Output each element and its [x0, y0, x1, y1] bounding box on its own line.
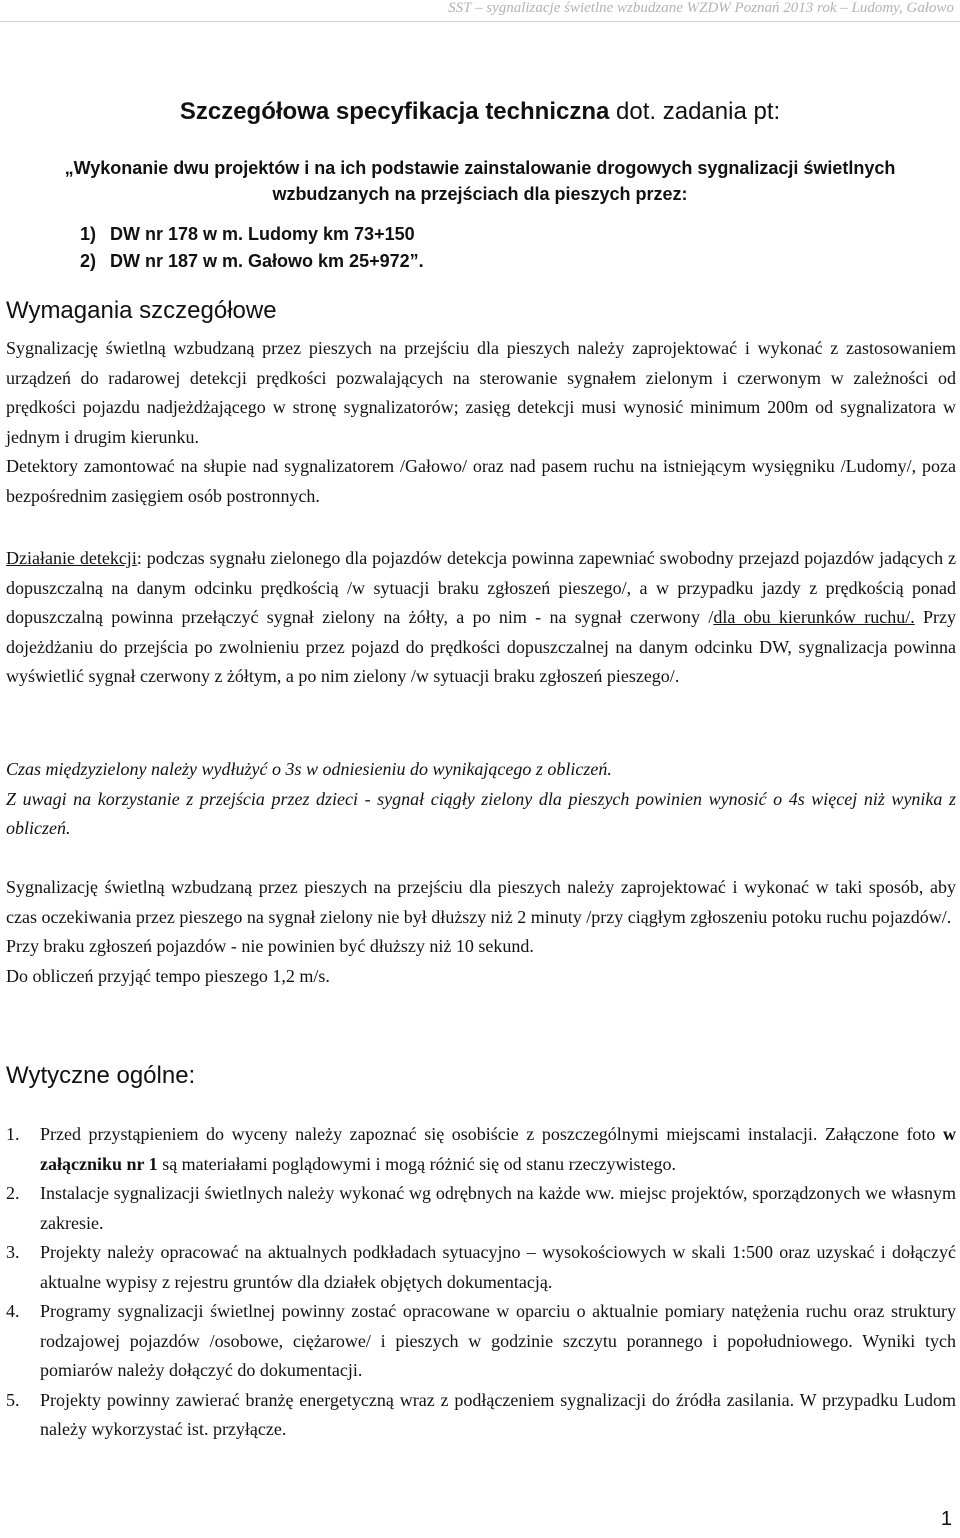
guideline-number: 2. — [6, 1183, 20, 1203]
guideline-number: 5. — [6, 1389, 20, 1410]
detection-label: Działanie detekcji — [6, 548, 137, 568]
italic-notes — [6, 755, 956, 844]
guideline-text: Przed przystąpieniem do wyceny należy zapoznać się osobiście z poszczególnymi miejscami instalacji. Załączone foto — [40, 1124, 943, 1144]
location-text: DW nr 178 w m. Ludomy km 73+150 — [110, 224, 415, 244]
header-rule — [0, 21, 960, 22]
italic-note: Czas międzyzielony należy wydłużyć o 3s w odniesieniu do wynikającego z obliczeń. — [6, 759, 612, 779]
document-title — [0, 98, 960, 126]
location-item — [80, 221, 424, 248]
guideline-item — [6, 1386, 956, 1445]
requirements-heading: Wymagania szczegółowe — [6, 297, 277, 324]
guidelines-list — [6, 1120, 956, 1445]
italic-note: Z uwagi na korzystanie z przejścia przez dzieci - sygnał ciągły zielony dla pieszych powinien wynosić o 4s więcej niż wynika z obliczeń. — [6, 788, 956, 838]
waiting-time-paragraphs — [6, 873, 956, 991]
guidelines-heading: Wytyczne ogólne: — [6, 1062, 196, 1089]
location-list — [80, 221, 424, 275]
guideline-number: 1. — [6, 1124, 20, 1144]
task-subtitle-line2: wzbudzanych na przejściach dla pieszych przez: — [272, 184, 688, 204]
guideline-item — [6, 1179, 956, 1238]
detection-paragraph-block — [6, 544, 956, 692]
guideline-text: Projekty należy opracować na aktualnych podkładach sytuacyjno – wysokościowych w skali 1:500 oraz uzyskać i dołączyć aktualne wypisy z rejestru gruntów dla działek objętych dokumentacją. — [40, 1242, 956, 1292]
detection-text-b: Przy dojeżdżaniu do przejścia po zwolnieniu przez pojazd do prędkości dopuszczalnej na danym odcinku DW, sygnalizacja powinna wyświetlić sygnał czerwony z żółtym, a po nim zielony /w sytuacji braku zgłoszeń pieszego/. — [6, 607, 956, 686]
guideline-number: 4. — [6, 1301, 20, 1321]
guideline-item — [6, 1120, 956, 1179]
requirements-paragraph: Detektory zamontować na słupie nad sygnalizatorem /Gałowo/ oraz nad pasem ruchu na istniejącym wysięgniku /Ludomy/, poza bezpośrednim zasięgiem osób postronnych. — [6, 456, 956, 506]
waiting-time-paragraph: Do obliczeń przyjąć tempo pieszego 1,2 m/s. — [6, 965, 330, 986]
running-header: SST – sygnalizacje świetlne wzbudzane WZDW Poznań 2013 rok – Ludomy, Gałowo — [448, 0, 954, 16]
location-number: 2) — [80, 251, 97, 271]
document-title-rest: dot. zadania pt: — [609, 98, 781, 125]
page-number: 1 — [940, 1508, 952, 1530]
guideline-text: są materiałami poglądowymi i mogą różnić się od stanu rzeczywistego. — [157, 1153, 677, 1174]
requirements-paragraph: Sygnalizację świetlną wzbudzaną przez pieszych na przejściu dla pieszych należy zaprojektować i wykonać z zastosowaniem urządzeń do radarowej detekcji prędkości pozwalających na sterowanie sygnałem zielonym i czerwonym w zależności od prędkości pojazdu nadjeżdżającego w stronę sygnalizatorów; zasięg detekcji musi wynosić minimum 200m od sygnalizatora w jednym i drugim kierunku. — [6, 338, 956, 447]
guideline-text: Programy sygnalizacji świetlnej powinny zostać opracowane w oparciu o aktualnie pomiary natężenia ruchu oraz struktury rodzajowej pojazdów /osobowe, ciężarowe/ i pieszych w godzinie szczytu porannego i popołudniowego. Wyniki tych pomiarów należy dołączyć do dokumentacji. — [40, 1301, 956, 1380]
detection-underlined: dla obu kierunków ruchu/. — [713, 607, 915, 627]
location-number: 1) — [80, 224, 97, 244]
detection-paragraph — [6, 544, 956, 692]
guideline-number: 3. — [6, 1242, 20, 1262]
guideline-item — [6, 1297, 956, 1386]
guideline-item — [6, 1238, 956, 1297]
document-title-bold: Szczegółowa specyfikacja techniczna — [179, 98, 610, 125]
waiting-time-paragraph: Sygnalizację świetlną wzbudzaną przez pieszych na przejściu dla pieszych należy zaprojektować i wykonać w taki sposób, aby czas oczekiwania przez pieszego na sygnał zielony nie był dłuższy niż 2 minuty /przy ciągłym zgłoszeniu potoku ruchu pojazdów/. — [6, 877, 956, 927]
location-text: DW nr 187 w m. Gałowo km 25+972”. — [110, 251, 424, 271]
task-subtitle — [0, 155, 960, 207]
waiting-time-paragraph: Przy braku zgłoszeń pojazdów - nie powinien być dłuższy niż 10 sekund. — [6, 936, 534, 956]
task-subtitle-line1: „Wykonanie dwu projektów i na ich podstawie zainstalowanie drogowych sygnalizacji świetlnych — [64, 158, 896, 178]
detection-text-a: : podczas sygnału zielonego dla pojazdów detekcja powinna zapewniać swobodny przejazd pojazdów jadących z dopuszczalną na danym odcinku prędkością /w sytuacji braku zgłoszeń pieszego/, a w przypadku jazdy z prędkością ponad dopuszczalną powinna przełączyć sygnał zielony na żółty, a po nim - na sygnał czerwony / — [6, 548, 957, 627]
requirements-paragraphs-1 — [6, 334, 956, 511]
guideline-text: Instalacje sygnalizacji świetlnych należy wykonać wg odrębnych na każde ww. miejsc projektów, sporządzonych we własnym zakresie. — [40, 1183, 956, 1233]
location-item — [80, 248, 424, 275]
guideline-text-bold: w załączniku nr 1 — [40, 1124, 956, 1174]
guideline-text: Projekty powinny zawierać branżę energetyczną wraz z podłączeniem sygnalizacji do źródła zasilania. W przypadku Ludom należy wykorzystać ist. przyłącze. — [40, 1389, 956, 1439]
